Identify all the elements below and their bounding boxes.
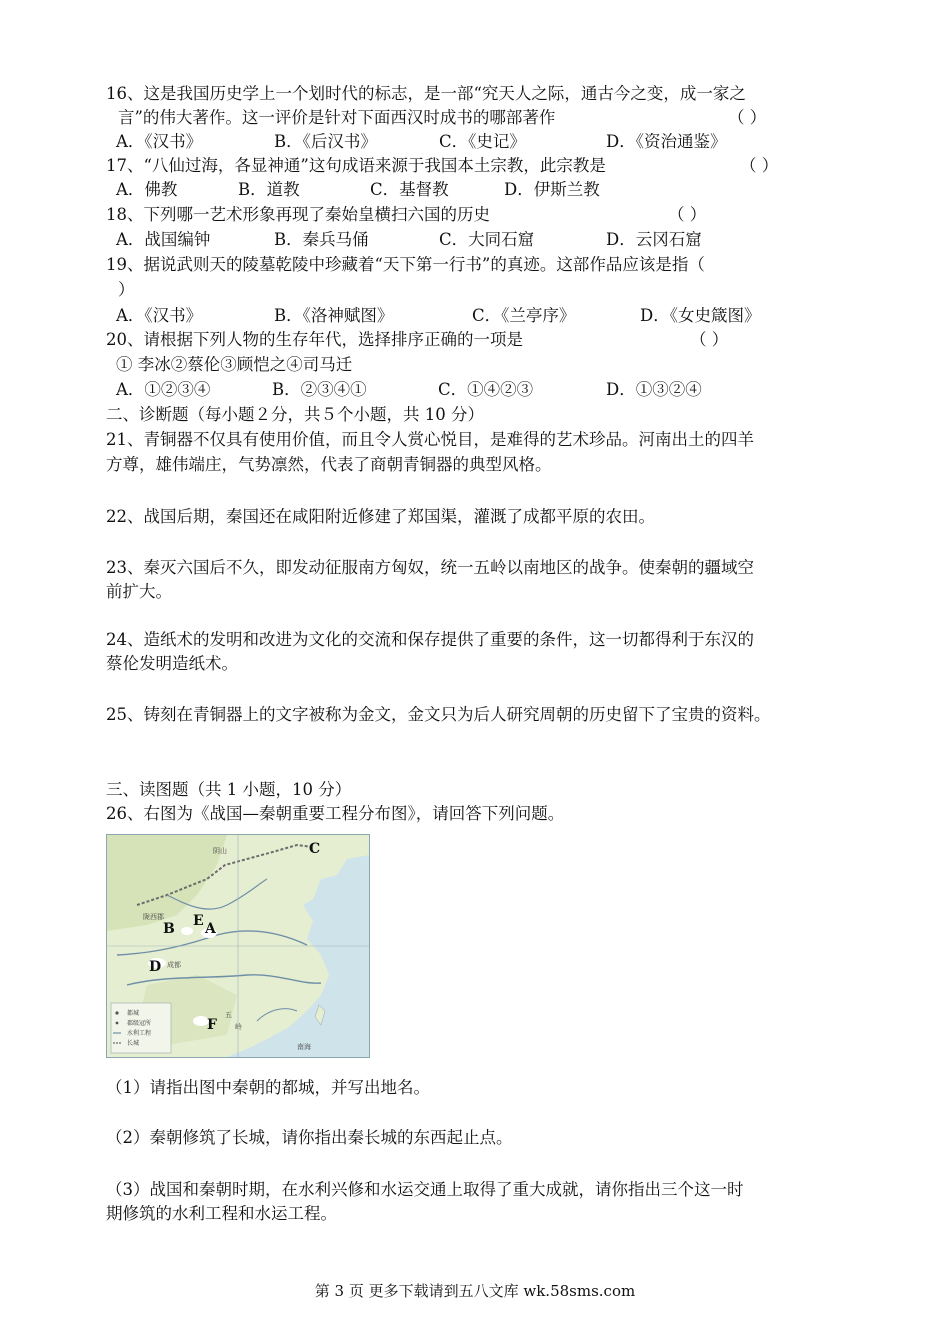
map-label-e: E bbox=[193, 913, 204, 929]
question-17-line1: 17、“八仙过海，各显神通”这句成语来源于我国本土宗教，此宗教是 bbox=[106, 156, 606, 175]
question-21-line2: 方尊，雄伟端庄，气势凛然，代表了商朝青铜器的典型风格。 bbox=[106, 455, 552, 474]
question-23-line1: 23、秦灭六国后不久，即发动征服南方匈奴，统一五岭以南地区的战争。使秦朝的疆域空 bbox=[106, 558, 754, 577]
option-c: C．《兰亭序》 bbox=[472, 306, 576, 325]
question-16-line1: 16、这是我国历史学上一个划时代的标志，是一部“究天人之际，通古今之变，成一家之 bbox=[106, 84, 746, 103]
option-c: C．基督教 bbox=[370, 180, 449, 199]
legend-capital: 都城 bbox=[127, 1010, 140, 1017]
question-25-line1: 25、铸刻在青铜器上的文字被称为金文，金文只为后人研究周朝的历史留下了宝贵的资料。 bbox=[106, 705, 771, 724]
option-b: B．《后汉书》 bbox=[274, 132, 377, 151]
option-d: D．伊斯兰教 bbox=[504, 180, 600, 199]
option-d: D．《女史箴图》 bbox=[640, 306, 761, 325]
option-b: B．道教 bbox=[238, 180, 300, 199]
question-26-sub1: （1）请指出图中秦朝的都城，并写出地名。 bbox=[106, 1078, 430, 1097]
question-26-sub3-line2: 期修筑的水利工程和水运工程。 bbox=[106, 1204, 337, 1223]
question-20-items: ① 李冰②蔡伦③顾恺之④司马迁 bbox=[116, 355, 353, 374]
map-label-d: D bbox=[149, 959, 162, 975]
page-footer: 第 3 页 更多下载请到五八文库 wk.58sms.com bbox=[314, 1282, 636, 1300]
option-c: C．①④②③ bbox=[438, 380, 534, 399]
question-23-line2: 前扩大。 bbox=[106, 582, 172, 601]
option-a: A．①②③④ bbox=[116, 380, 211, 399]
option-d: D．《资治通鉴》 bbox=[606, 132, 727, 151]
option-b: B．②③④① bbox=[272, 380, 367, 399]
question-24-line1: 24、造纸术的发明和改进为文化的交流和保存提供了重要的条件，这一切都得利于东汉的 bbox=[106, 630, 754, 649]
question-26-sub3-line1: （3）战国和秦朝时期，在水利兴修和水运交通上取得了重大成就，请你指出三个这一时 bbox=[106, 1180, 744, 1199]
answer-paren-16: （ ） bbox=[728, 108, 767, 127]
question-18-line1: 18、下列哪一艺术形象再现了秦始皇横扫六国的历史 bbox=[106, 205, 490, 224]
map-svg bbox=[107, 835, 369, 1057]
option-a: A．战国编钟 bbox=[116, 230, 211, 249]
label-nanhai: 南海 bbox=[297, 1043, 311, 1051]
option-c: C．《史记》 bbox=[439, 132, 526, 151]
answer-paren-20: （ ） bbox=[690, 330, 729, 349]
map-label-a: A bbox=[205, 921, 216, 937]
option-d: D．①③②④ bbox=[606, 380, 702, 399]
map-label-f: F bbox=[207, 1017, 217, 1033]
label-chengdu: 成都 bbox=[167, 961, 181, 969]
option-a: A．《汉书》 bbox=[116, 306, 203, 325]
question-26-sub2: （2）秦朝修筑了长城，请你指出秦长城的东西起止点。 bbox=[106, 1128, 513, 1147]
map-label-b: B bbox=[163, 921, 175, 937]
legend-prefecture: 郡级冠所 bbox=[127, 1020, 152, 1027]
label-ling: 岭 bbox=[235, 1023, 242, 1031]
answer-paren-18: （ ） bbox=[668, 205, 707, 224]
option-b: B．秦兵马俑 bbox=[274, 230, 369, 249]
legend-water-project: 水利工程 bbox=[127, 1030, 152, 1037]
label-yinshan: 阴山 bbox=[213, 847, 227, 855]
answer-paren-17: （ ） bbox=[740, 156, 779, 175]
map-label-c: C bbox=[309, 841, 321, 857]
option-c: C．大同石窟 bbox=[439, 230, 535, 249]
option-a: A．《汉书》 bbox=[116, 132, 203, 151]
option-a: A．佛教 bbox=[116, 180, 178, 199]
label-wu: 五 bbox=[225, 1011, 232, 1019]
question-19-line1: 19、据说武则天的陵墓乾陵中珍藏着“天下第一行书”的真迹。这部作品应该是指（ bbox=[106, 255, 705, 274]
question-19-line2: ） bbox=[118, 280, 135, 299]
section-2-heading: 二、诊断题（每小题２分，共５个小题，共 10 分） bbox=[106, 405, 484, 424]
section-3-heading: 三、读图题（共 1 小题，10 分） bbox=[106, 780, 352, 799]
question-26-line1: 26、右图为《战国—秦朝重要工程分布图》，请回答下列问题。 bbox=[106, 804, 565, 823]
question-22-line1: 22、战国后期，秦国还在咸阳附近修建了郑国渠，灌溉了成都平原的农田。 bbox=[106, 507, 655, 526]
question-24-line2: 蔡伦发明造纸术。 bbox=[106, 654, 238, 673]
question-16-line2: 言”的伟大著作。这一评价是针对下面西汉时成书的哪部著作 bbox=[118, 108, 556, 127]
label-longxi: 陇西郡 bbox=[143, 913, 164, 921]
question-20-line1: 20、请根据下列人物的生存年代，选择排序正确的一项是 bbox=[106, 330, 523, 349]
map-image bbox=[106, 834, 370, 1058]
legend-great-wall: 长城 bbox=[127, 1040, 140, 1047]
option-b: B．《洛神赋图》 bbox=[274, 306, 394, 325]
question-21-line1: 21、青铜器不仅具有使用价值，而且令人赏心悦目，是难得的艺术珍品。河南出土的四羊 bbox=[106, 430, 754, 449]
option-d: D．云冈石窟 bbox=[606, 230, 702, 249]
